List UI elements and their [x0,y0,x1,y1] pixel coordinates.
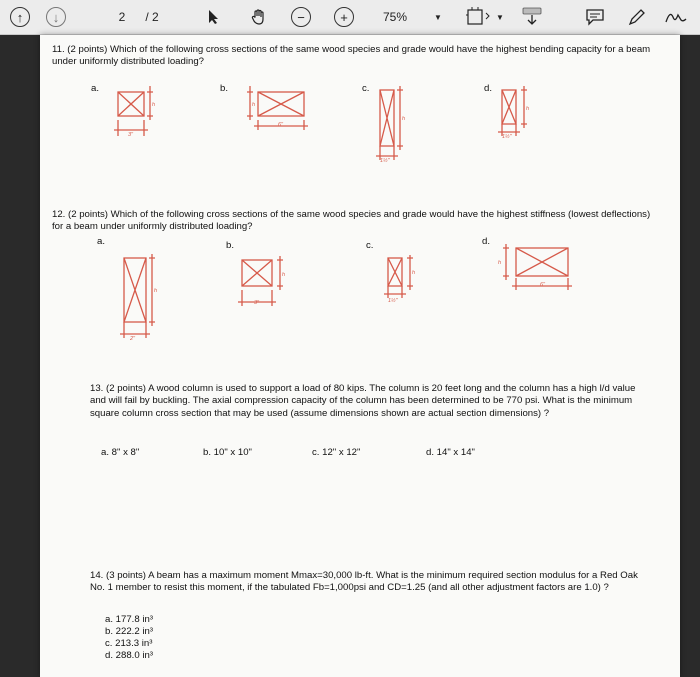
q11-c-width-label: 1½" [380,158,390,164]
pointer-icon[interactable] [207,5,221,29]
q12-c-width-label: 1½" [388,298,398,304]
q14-option-b: b. 222.2 in³ [105,626,154,637]
q11-d-height-label: h [526,106,530,112]
q11-a-height-label: h [152,102,156,108]
pen-icon[interactable] [627,5,647,29]
q11-section-b-sketch [238,84,318,141]
q13-option-a: a. 8" x 8" [101,447,140,458]
zoom-out-icon[interactable]: − [291,5,311,29]
q11-c-height-label: h [402,116,406,122]
q11-section-c-sketch [370,84,410,169]
question-12-text: 12. (2 points) Which of the following cross sections of the same wood species and grade would have the highest stiffness (lowest deflections) for a beam under uniformly distributed loading? [52,209,651,233]
q12-c-height-label: h [412,270,416,276]
q12-d-width-label: 6" [540,282,546,288]
q12-section-c-sketch [380,254,430,311]
pdf-toolbar [0,0,700,35]
dropdown-icon[interactable]: ▼ [434,12,442,22]
q13-option-b: b. 10" x 10" [203,447,252,458]
q11-option-b: b. [220,83,229,94]
page-total: / 2 [145,10,159,24]
q12-option-b: b. [226,240,235,251]
q12-option-a: a. [97,236,106,247]
comment-icon[interactable] [585,5,605,29]
q14-option-d: d. 288.0 in³ [105,650,154,661]
q12-a-height-label: h [154,288,158,294]
up-arrow-icon[interactable]: ↑ [10,5,30,29]
fit-page-icon[interactable] [466,5,492,29]
q12-b-height-label: h [282,272,286,278]
page-current[interactable]: 2 [118,10,126,24]
q11-option-a: a. [91,83,100,94]
q12-d-height-label: h [498,260,502,266]
q11-option-c: c. [362,83,370,94]
fit-dropdown-icon[interactable]: ▼ [496,12,504,22]
q12-option-c: c. [366,240,374,251]
q12-b-width-label: 3" [254,300,260,306]
q12-section-b-sketch [234,254,304,319]
sign-icon[interactable] [664,5,688,29]
q11-b-height-label: h [252,102,256,108]
question-13-text: 13. (2 points) A wood column is used to support a load of 80 kips. The column is 20 feet long and the column has a high l/d value and will fail by buckling. The axial compression capacity of the column has been determined to be 770 psi. What is the minimum square column cross section that may be used (assume dimensions shown are actual section dimensions) ? [90,383,636,419]
down-arrow-icon[interactable]: ↓ [46,5,66,29]
q12-section-a-sketch [112,250,172,347]
q11-section-a-sketch [112,84,172,147]
q11-option-d: d. [484,83,493,94]
q11-b-width-label: 6" [278,122,284,128]
q11-a-width-label: 3" [128,132,134,138]
hand-icon[interactable] [250,5,268,29]
zoom-level[interactable]: 75% [382,10,408,24]
q12-section-d-sketch [490,244,580,305]
q11-d-width-label: 1½" [502,134,512,140]
download-icon[interactable] [521,5,543,29]
q14-option-a: a. 177.8 in³ [105,614,154,625]
q12-a-width-label: 2" [130,336,136,342]
q13-option-d: d. 14" x 14" [426,447,475,458]
q12-option-d: d. [482,236,491,247]
zoom-in-icon[interactable]: + [334,5,354,29]
q11-section-d-sketch [496,84,546,145]
question-14-text: 14. (3 points) A beam has a maximum moment Mmax=30,000 lb-ft. What is the minimum required section modulus for a Red Oak No. 1 member to resist this moment, if the tabulated Fb=1,000psi and CD=1.25 (and all other adjustment factors are 1.0) ? [90,570,638,594]
question-11-text: 11. (2 points) Which of the following cross sections of the same wood species and grade would have the highest bending capacity for a beam under uniformly distributed loading? [52,44,651,68]
q14-option-c: c. 213.3 in³ [105,638,153,649]
q13-option-c: c. 12" x 12" [312,447,361,458]
